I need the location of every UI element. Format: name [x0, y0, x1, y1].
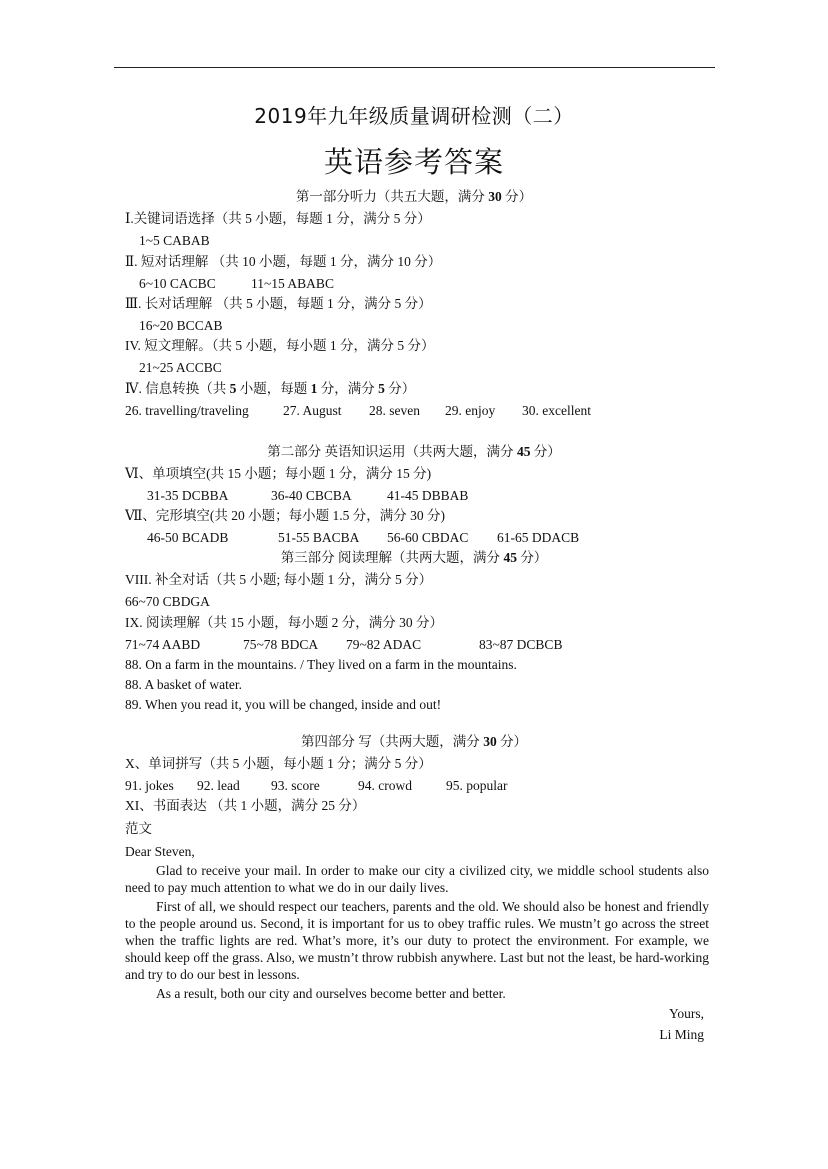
- section2-answers-b: 11~15 ABABC: [251, 276, 334, 291]
- section11-title: XI、书面表达 （共 1 小题，满分 25 分）: [125, 798, 366, 813]
- question-89-answer: 89. When you read it, you will be changed, inside and out!: [125, 697, 442, 712]
- section10-answer-93: 93. score: [271, 778, 320, 793]
- section9-answers-d: 83~87 DCBCB: [479, 637, 563, 652]
- section7-answers-a: 46-50 BCADB: [147, 530, 229, 545]
- section6-title: Ⅵ、单项填空(共 15 小题；每小题 1 分，满分 15 分): [125, 466, 432, 481]
- section5-answer-29: 29. enjoy: [445, 403, 496, 418]
- section8-answers: 66~70 CBDGA: [125, 594, 210, 609]
- section9-answers-c: 79~82 ADAC: [346, 637, 422, 652]
- section9-answers-b: 75~78 BDCA: [243, 637, 319, 652]
- section3-title: Ⅲ. 长对话理解 （共 5 小题，每题 1 分，满分 5 分）: [125, 296, 432, 311]
- answer-key-title: 英语参考答案: [323, 145, 504, 179]
- part1-heading: 第一部分听力（共五大题，满分 30 分）: [295, 189, 533, 204]
- part4-heading: 第四部分 写（共两大题，满分 30 分）: [300, 734, 528, 749]
- section4-answers: 21~25 ACCBC: [139, 360, 222, 375]
- section5-title: Ⅳ. 信息转换（共 5 小题，每题 1 分，满分 5 分）: [125, 381, 416, 396]
- part3-heading: 第三部分 阅读理解（共两大题，满分 45 分）: [280, 550, 548, 565]
- section2-answers-a: 6~10 CACBC: [139, 276, 216, 291]
- section10-title: X、单词拼写（共 5 小题，每小题 1 分；满分 5 分）: [125, 756, 432, 771]
- question-88b-answer: 88. A basket of water.: [125, 677, 242, 692]
- section5-answer-28: 28. seven: [369, 403, 420, 418]
- essay-paragraph-2: First of all, we should respect our teachers, parents and the old. We should also be honest and friendly to the people around us. Second, it is important for us to obey traffic rules. We mustn’t go across the street when the traffic lights are red. What’s more, it’s our duty to protect the environment. For example, we should keep off the grass. Also, we mustn’t throw rubbish anywhere. Last but not the least, be hard-working and try to do our best in lessons.: [125, 899, 709, 982]
- section9-title: IX. 阅读理解（共 15 小题，每小题 2 分，满分 30 分）: [125, 615, 443, 630]
- section10-answer-92: 92. lead: [197, 778, 240, 793]
- section5-answer-27: 27. August: [283, 403, 342, 418]
- section1-answers: 1~5 CABAB: [139, 233, 210, 248]
- exam-title: 2019年九年级质量调研检测（二）: [254, 104, 574, 128]
- question-88a-answer: 88. On a farm in the mountains. / They lived on a farm in the mountains.: [125, 657, 517, 672]
- section6-answers-c: 41-45 DBBAB: [387, 488, 469, 503]
- section5-answer-30: 30. excellent: [522, 403, 591, 418]
- section2-title: Ⅱ. 短对话理解 （共 10 小题，每题 1 分，满分 10 分）: [125, 254, 442, 269]
- section7-title: Ⅶ、完形填空(共 20 小题；每小题 1.5 分，满分 30 分): [125, 508, 446, 523]
- sample-essay-label: 范文: [125, 821, 152, 836]
- essay-signature: Li Ming: [659, 1027, 704, 1042]
- section6-answers-b: 36-40 CBCBA: [271, 488, 352, 503]
- section8-title: VIII. 补全对话（共 5 小题; 每小题 1 分，满分 5 分）: [125, 572, 433, 587]
- section6-answers-a: 31-35 DCBBA: [147, 488, 229, 503]
- section4-title: IV. 短文理解。（共 5 小题，每小题 1 分，满分 5 分）: [125, 338, 435, 353]
- section10-answer-95: 95. popular: [446, 778, 508, 793]
- section1-title: Ⅰ.关键词语选择（共 5 小题，每题 1 分，满分 5 分）: [125, 211, 431, 226]
- essay-closing: Yours,: [668, 1006, 704, 1021]
- section7-answers-b: 51-55 BACBA: [278, 530, 360, 545]
- section7-answers-d: 61-65 DDACB: [497, 530, 580, 545]
- section7-answers-c: 56-60 CBDAC: [387, 530, 469, 545]
- section3-answers: 16~20 BCCAB: [139, 318, 223, 333]
- part2-heading: 第二部分 英语知识运用（共两大题，满分 45 分）: [267, 444, 561, 459]
- section9-answers-a: 71~74 AABD: [125, 637, 201, 652]
- section10-answer-94: 94. crowd: [358, 778, 412, 793]
- section10-answer-91: 91. jokes: [125, 778, 174, 793]
- essay-greeting: Dear Steven,: [125, 844, 195, 859]
- top-rule: [114, 67, 715, 68]
- section5-answer-26: 26. travelling/traveling: [125, 403, 249, 418]
- essay-paragraph-3: As a result, both our city and ourselves become better and better.: [156, 986, 506, 1001]
- essay-paragraph-1: Glad to receive your mail. In order to make our city a civilized city, we middle school students also need to pay much attention to what we do in our daily lives.: [125, 863, 709, 895]
